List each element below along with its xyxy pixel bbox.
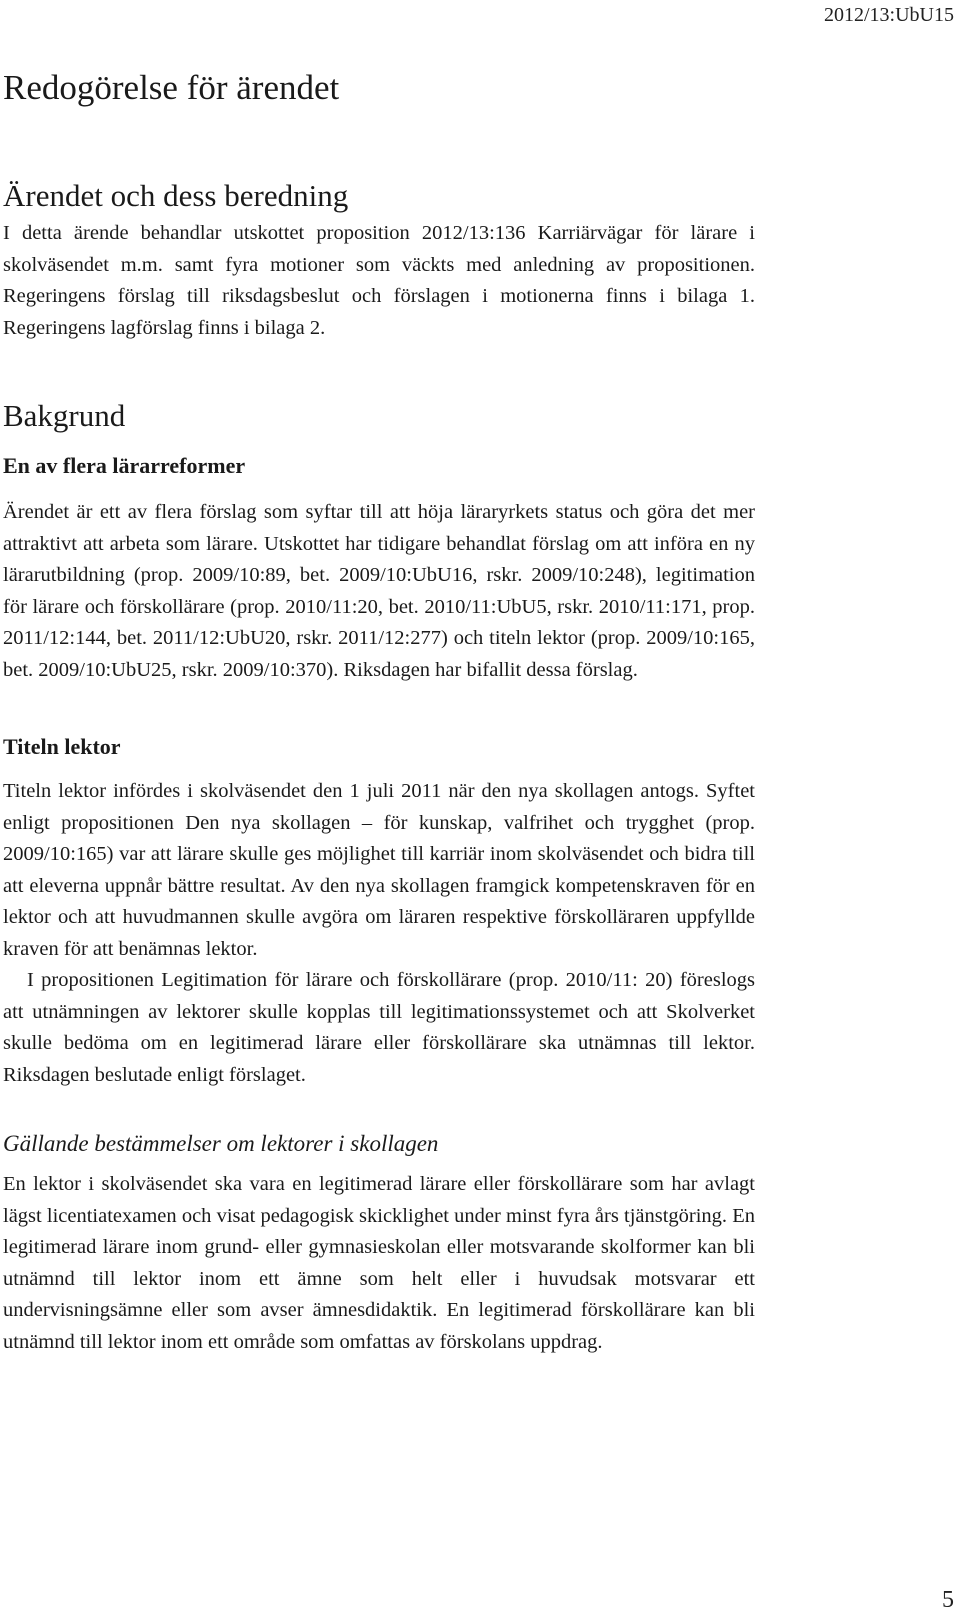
subheading-gallande-bestammelser: Gällande bestämmelser om lektorer i skollagen bbox=[3, 1131, 439, 1156]
paragraph-arendet: I detta ärende behandlar utskottet proposition 2012/13:136 Karriärvägar för lärare i skolväsendet m.m. samt fyra motioner som väckts med anledning av propositionen. Regeringens förslag till riksdagsbeslut och förslagen i motionerna finns i bilaga 1. Regeringens lagförslag finns i bilaga 2. bbox=[3, 222, 755, 339]
subheading-titeln-lektor: Titeln lektor bbox=[3, 734, 121, 759]
paragraph-gallande-bestammelser: En lektor i skolväsendet ska vara en legitimerad lärare eller förskollärare som har avlagt lägst licentiatexamen och visat pedagogisk skicklighet under minst fyra års tjänstgöring. En legitimerad lärare inom grund- eller gymnasieskolan eller motsvarande skolformer kan bli utnämnd till lektor inom ett ämne som helt eller i huvudsak motsvarar ett undervisningsämne eller som avser ämnesdidaktik. En legitimerad förskollärare kan bli utnämnd till lektor inom ett område som omfattas av förskolans uppdrag. bbox=[3, 1173, 755, 1353]
main-title: Redogörelse för ärendet bbox=[3, 68, 340, 107]
paragraph-titeln-lektor-1: Titeln lektor infördes i skolväsendet den 1 juli 2011 när den nya skollagen antogs. Syftet enligt propositionen Den nya skollagen – för kunskap, valfrihet och trygghet (prop. 2009/10:165) var att lärare skulle ges möjlighet till karriär inom skolväsendet och bidra till att eleverna uppnår bättre resultat. Av den nya skollagen framgick kompetenskraven för en lektor och att huvudmannen skulle avgöra om läraren respektive förskolläraren uppfyllde kraven för att benämnas lektor. bbox=[3, 780, 755, 960]
paragraph-lararreformer: Ärendet är ett av flera förslag som syftar till att höja läraryrkets status och göra det mer attraktivt att arbeta som lärare. Utskottet har tidigare behandlat förslag om att införa en ny lärarutbildning (prop. 2009/10:89, bet. 2009/10:UbU16, rskr. 2009/10:248), legitimation för lärare och förskollärare (prop. 2010/11:20, bet. 2010/11:UbU5, rskr. 2010/11:171, prop. 2011/12:144, bet. 2011/12:UbU20, rskr. 2011/12:277) och titeln lektor (prop. 2009/10:165, bet. 2009/10:UbU25, rskr. 2009/10:370). Riksdagen har bifallit dessa förslag. bbox=[3, 501, 755, 681]
section-heading-arendet: Ärendet och dess beredning bbox=[3, 178, 349, 213]
page-number: 5 bbox=[942, 1587, 954, 1613]
paragraph-titeln-lektor-2: I propositionen Legitimation för lärare och förskollärare (prop. 2010/11: 20) föreslogs att utnämningen av lektorer skulle kopplas till legitimationssystemet och att Skolverket skulle bedöma om en legitimerad lärare eller förskollärare ska utnämnas till lektor. Riksdagen beslutade enligt förslaget. bbox=[3, 969, 755, 1086]
document-body bbox=[3, 66, 755, 1358]
subheading-lararreformer: En av flera lärarreformer bbox=[3, 453, 246, 478]
document-reference: 2012/13:UbU15 bbox=[824, 4, 954, 26]
section-heading-bakgrund: Bakgrund bbox=[3, 398, 126, 433]
